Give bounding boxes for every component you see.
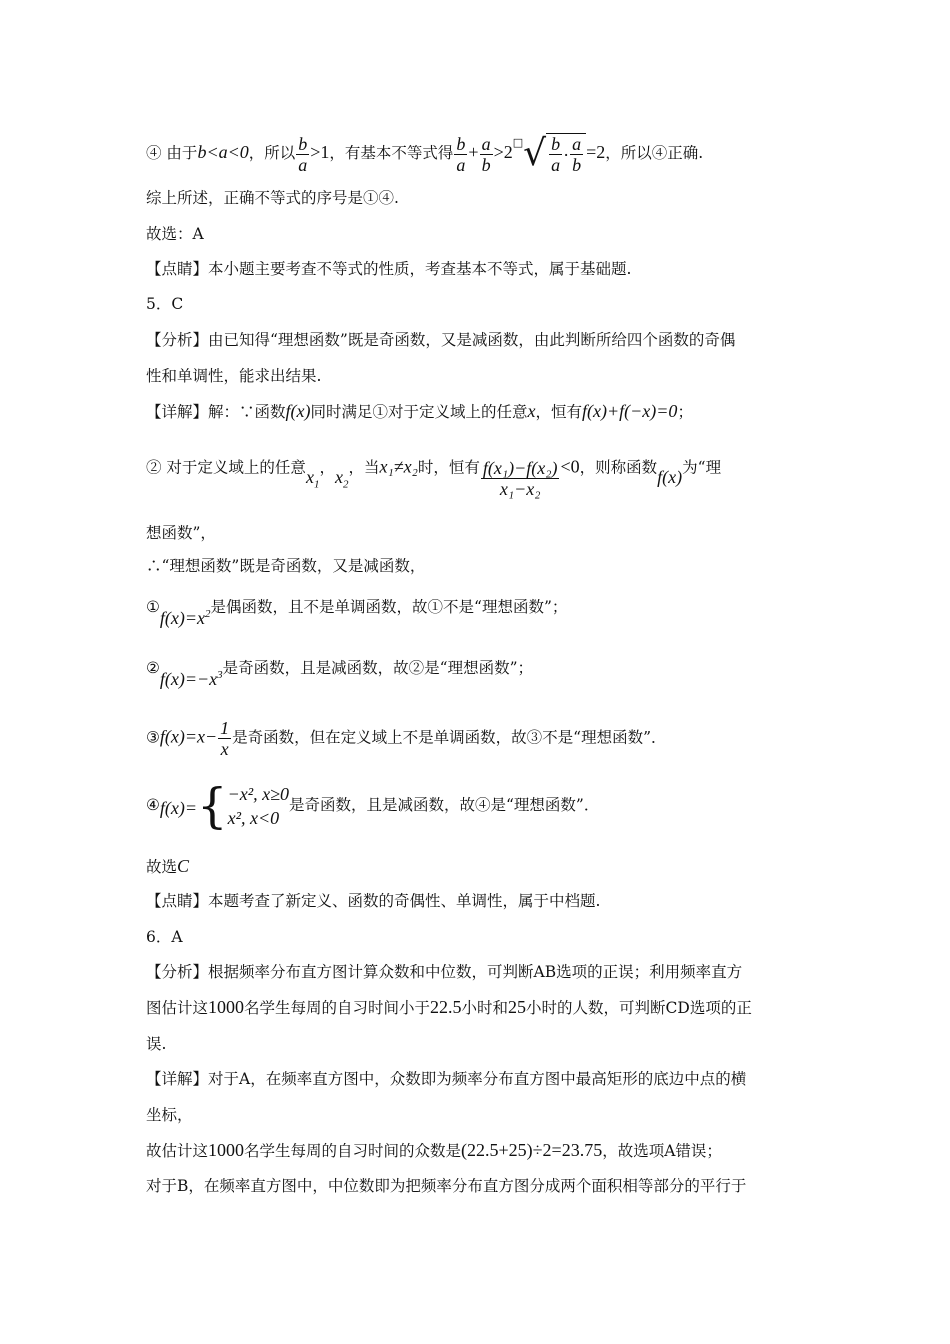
piecewise-row: x², x<0 [227, 808, 280, 828]
line-comment-5: 【点睛】本题考查了新定义、函数的奇偶性、单调性，属于中档题. [146, 892, 601, 910]
line-analysis-6: 【分析】根据频率分布直方图计算众数和中位数，可判断AB选项的正误；利用频率直方 [146, 963, 743, 981]
text: 是偶函数，且不是单调函数，故①不是“理想函数”； [210, 598, 568, 616]
line-detail-6: 【详解】对于A，在频率直方图中，众数即为频率分布直方图中最高矩形的底边中点的横 [146, 1070, 747, 1088]
math: f(x)=−x [159, 669, 218, 689]
placeholder-box: □ [512, 136, 524, 149]
text: ④ 由于 [146, 144, 198, 162]
numerator: b [298, 133, 308, 154]
line-question-6: 6．A [146, 928, 183, 946]
denominator: a [298, 154, 308, 175]
line-summary: 综上所述，正确不等式的序号是①④. [146, 189, 399, 207]
text: ② 对于定义域上的任意 [146, 458, 306, 477]
text: 故选 [146, 858, 178, 876]
text: ，则称函数 [579, 458, 658, 477]
text: 是奇函数，但在定义域上不是单调函数，故③不是“理想函数”． [232, 728, 667, 747]
text: ，有基本不等式得 [329, 144, 454, 162]
line-function-4 [146, 778, 600, 834]
math: b<a<0 [197, 142, 249, 162]
text: ① [146, 598, 160, 616]
text: 时，恒有 [417, 458, 480, 477]
number: 22.5 [430, 997, 462, 1017]
line-function-2 [146, 653, 534, 689]
piecewise-row: −x², x≥0 [227, 784, 289, 804]
numerator: f(x₁)−f(x₂) [482, 458, 558, 478]
text: 图估计这 [146, 999, 209, 1017]
denominator: a [551, 155, 561, 175]
line-condition-2 [146, 448, 722, 499]
text: 小时和 [461, 999, 509, 1017]
text: ，当 [348, 458, 380, 477]
math: f(x)= [159, 798, 198, 818]
math: f(x) [285, 401, 311, 421]
math: x [305, 466, 314, 487]
text: 是奇函数，且是减函数，故④是“理想函数”． [288, 796, 600, 814]
number: 25 [508, 997, 527, 1017]
line-analysis: 【分析】由已知得“理想函数”既是奇函数，又是减函数，由此判断所给四个函数的奇偶 [146, 331, 736, 349]
math: >2 [493, 142, 513, 162]
math: + [468, 142, 479, 162]
math: x [527, 401, 536, 421]
fraction [454, 134, 467, 175]
sqrt: √ $\frac{b}{a}$ · $\frac{a}{b}$ [523, 133, 586, 175]
subscript: 1 [313, 478, 320, 491]
line-function-3 [146, 718, 667, 759]
numerator: b [551, 134, 561, 154]
line-answer-5 [146, 856, 189, 877]
line-therefore: ∴“理想函数”既是奇函数，又是减函数， [146, 557, 426, 575]
text: 故估计这 [146, 1142, 209, 1160]
text: 小时的人数，可判断CD选项的正 [526, 999, 752, 1017]
line-analysis-6-cont [146, 997, 752, 1018]
math: · [563, 144, 570, 165]
denominator: a [456, 154, 466, 175]
fraction [481, 458, 560, 499]
text: ③ [146, 728, 160, 747]
line-detail [146, 401, 693, 422]
math: >1 [310, 142, 330, 162]
piecewise: { −x², x≥0 x², x<0 [197, 778, 289, 834]
text: ； [677, 403, 693, 421]
text: 为“理 [682, 458, 722, 477]
denominator: x₁−x₂ [499, 479, 541, 499]
number: 1000 [208, 1140, 245, 1160]
fraction [480, 134, 493, 175]
fraction [570, 134, 583, 175]
math: =2 [586, 142, 606, 162]
line-detail-6-cont: 坐标， [146, 1106, 193, 1124]
denominator: x [220, 739, 229, 759]
number: 1000 [208, 997, 245, 1017]
text: ② [146, 659, 160, 677]
denominator: b [481, 154, 491, 175]
math: f(x)=x− [159, 726, 218, 747]
math: <0 [560, 456, 580, 477]
math: f(x) [657, 466, 683, 487]
line-median: 对于B，在频率直方图中，中位数即为把频率分布直方图分成两个面积相等部分的平行于 [146, 1177, 747, 1195]
math: x [334, 466, 343, 487]
math: f(x)+f(−x)=0 [582, 401, 678, 421]
fraction [296, 134, 309, 175]
line-analysis-cont: 性和单调性，能求出结果. [146, 367, 322, 385]
numerator: a [572, 134, 582, 154]
line-function-1 [146, 592, 568, 628]
text: ，所以④正确. [605, 144, 704, 162]
superscript: 3 [217, 669, 223, 681]
text: ， [319, 458, 335, 477]
fraction [218, 718, 231, 759]
math: C [177, 856, 190, 876]
text: ，故选项A错误； [602, 1142, 722, 1160]
text: 同时满足①对于定义域上的任意 [310, 403, 528, 421]
numerator: b [456, 133, 466, 154]
fraction [549, 134, 562, 175]
superscript: 2 [205, 608, 211, 620]
line-analysis-6-end: 误. [146, 1035, 167, 1053]
line-mode [146, 1140, 722, 1161]
text: ，恒有 [535, 403, 583, 421]
subscript: 2 [342, 478, 349, 491]
math: (22.5+25)÷2=23.75 [461, 1140, 603, 1160]
math: x₁≠x₂ [379, 456, 418, 477]
denominator: b [572, 155, 582, 175]
line-inequality-4 [146, 133, 703, 175]
line-answer: 故选：A [146, 225, 204, 243]
text: 名学生每周的自习时间的众数是 [244, 1142, 462, 1160]
text: ，所以 [248, 144, 296, 162]
math: f(x)=x [159, 608, 206, 628]
line-question-5: 5．C [146, 295, 184, 313]
text: 是奇函数，且是减函数，故②是“理想函数”； [222, 659, 534, 677]
numerator: a [481, 133, 491, 154]
line-condition-2-cont: 想函数”， [146, 524, 216, 542]
text: ④ [146, 796, 160, 814]
numerator: 1 [220, 718, 230, 738]
line-comment: 【点睛】本小题主要考查不等式的性质，考查基本不等式，属于基础题. [146, 260, 632, 278]
text: 名学生每周的自习时间小于 [244, 999, 431, 1017]
text: 【详解】解：∵函数 [146, 403, 286, 421]
